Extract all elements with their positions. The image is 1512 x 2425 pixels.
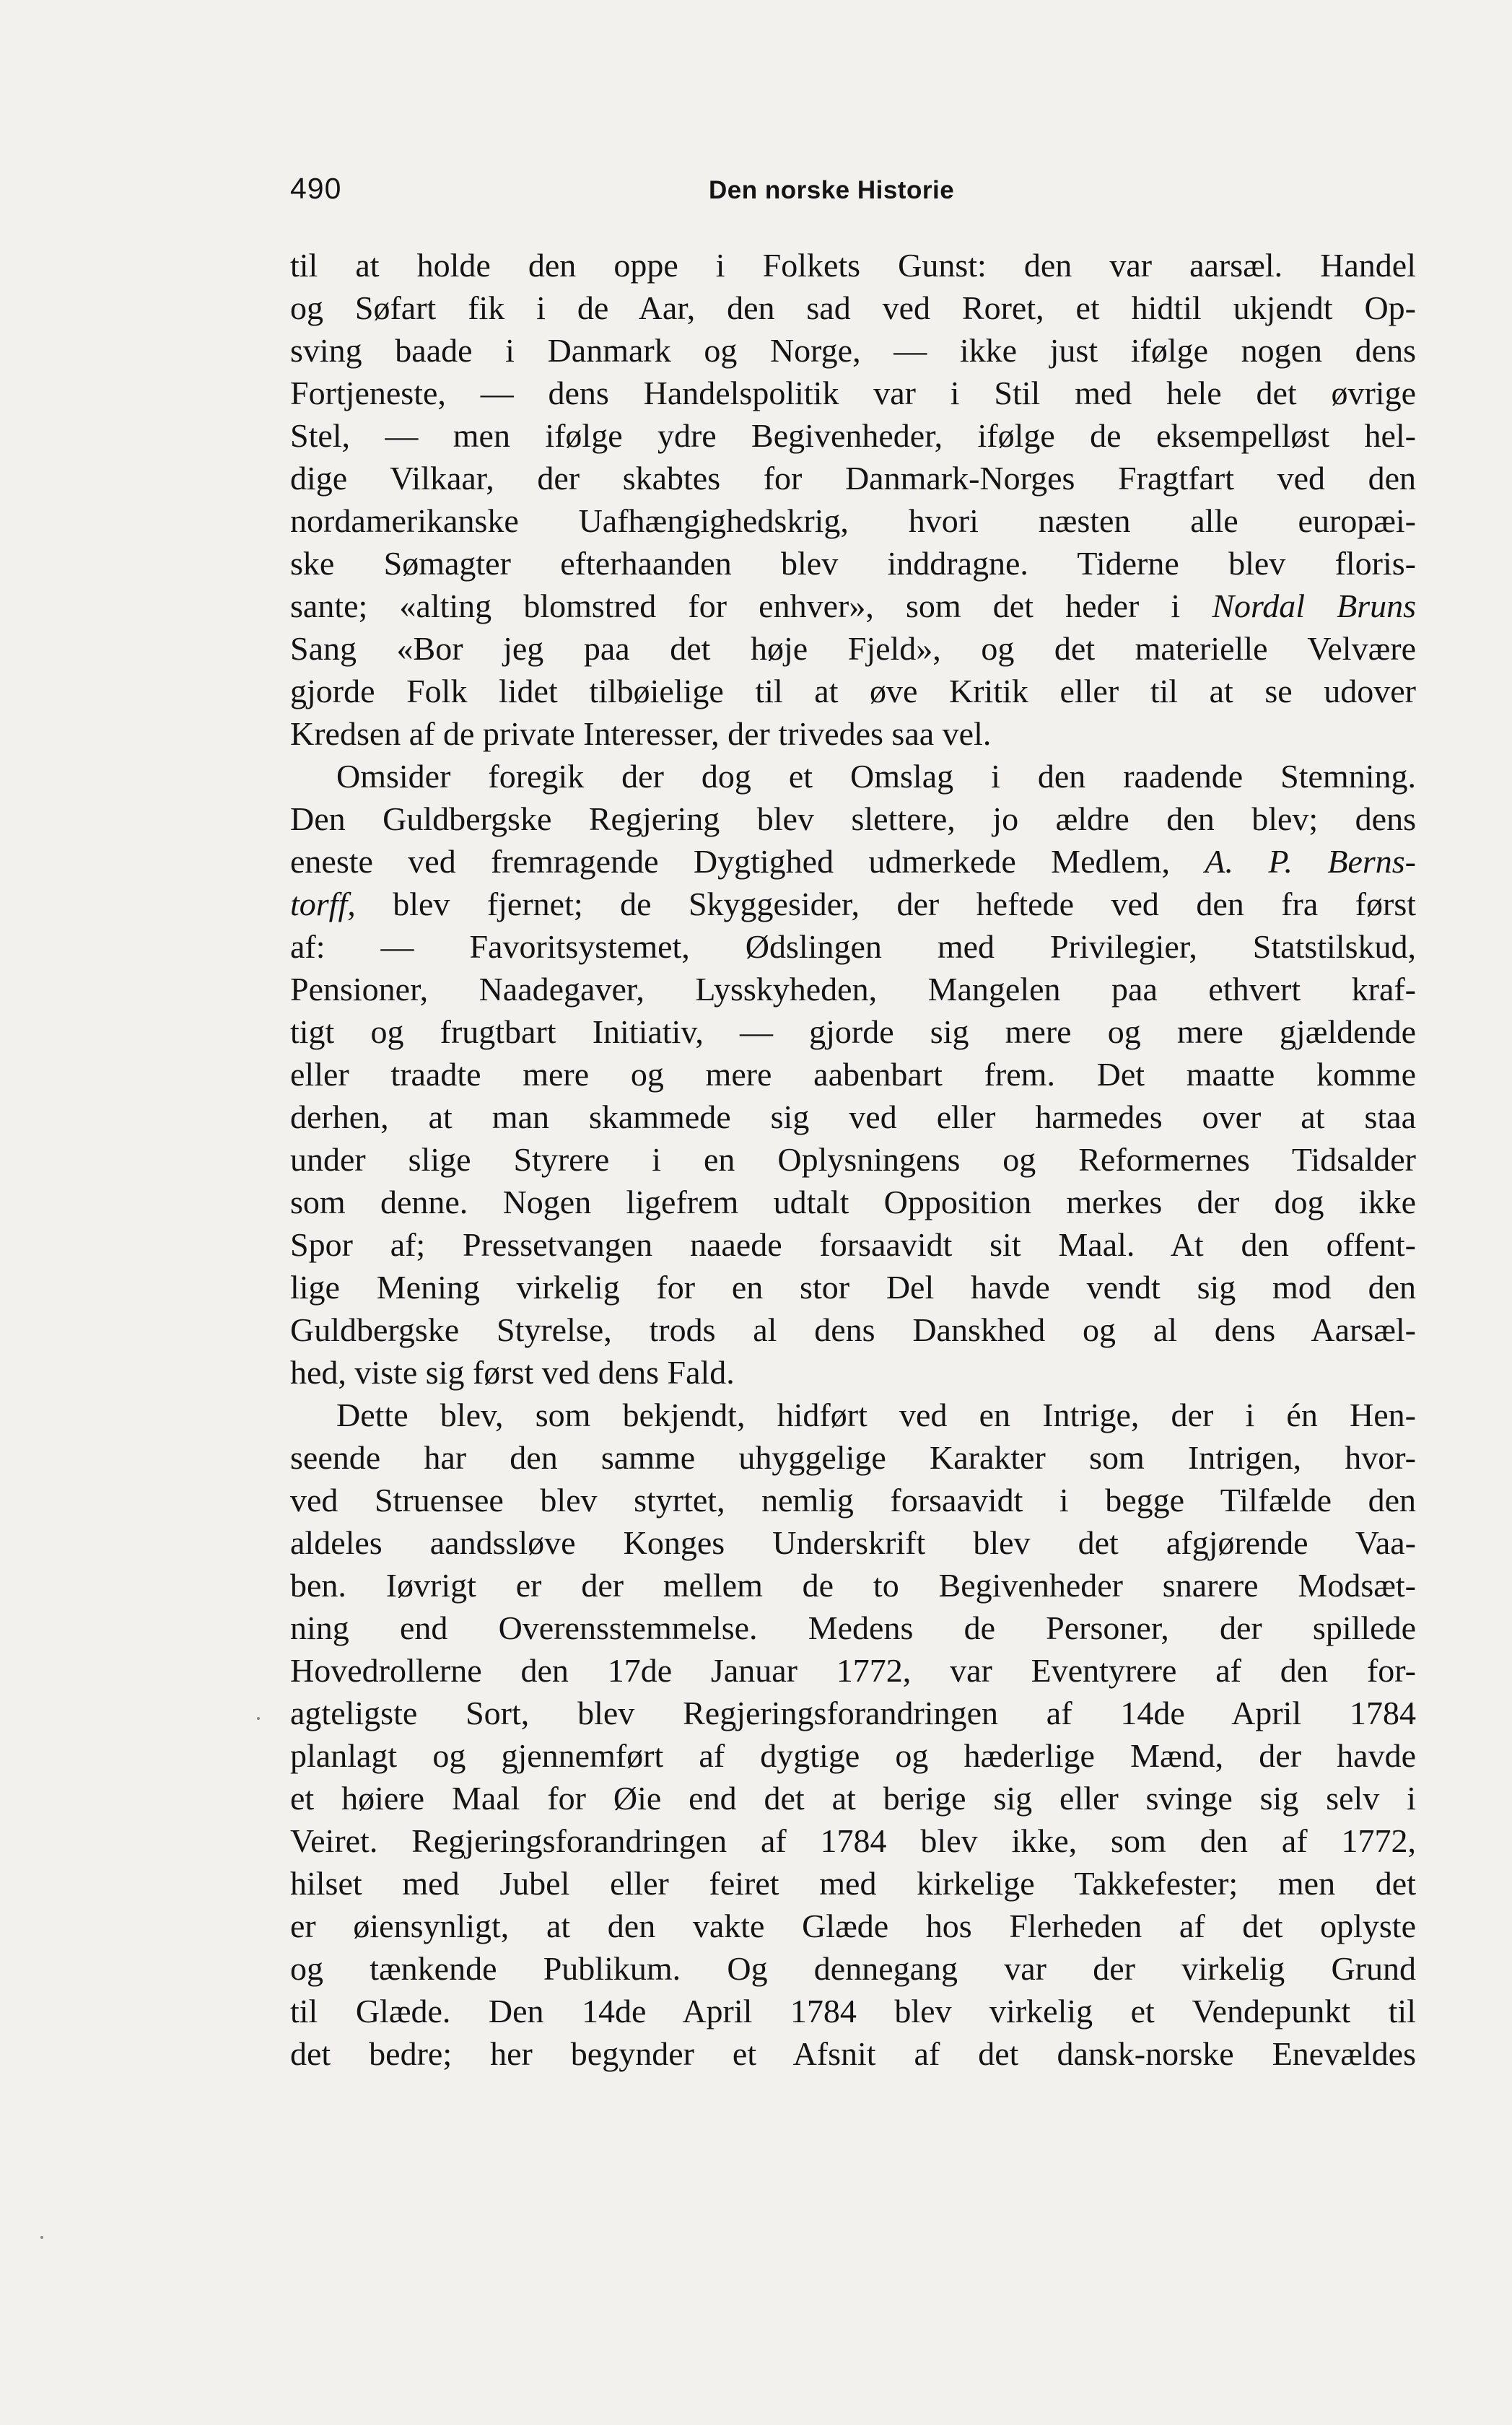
- text-line: et høiere Maal for Øie end det at berige sig eller svinge sig selv i: [290, 1780, 1416, 1817]
- text-line: derhen, at man skammede sig ved eller harmedes over at staa: [290, 1098, 1416, 1135]
- text-line: Stel, — men ifølge ydre Begivenheder, ifølge de eksempelløst hel-: [290, 417, 1416, 454]
- text-line: planlagt og gjennemført af dygtige og hæderlige Mænd, der havde: [290, 1737, 1416, 1774]
- text-line: til at holde den oppe i Folkets Gunst: den var aarsæl. Handel: [290, 247, 1416, 284]
- text-line: Dette blev, som bekjendt, hidført ved en Intrige, der i én Hen-: [336, 1397, 1416, 1433]
- text-line: aldeles aandssløve Konges Underskrift blev det afgjørende Vaa-: [290, 1524, 1416, 1561]
- text-line: hilset med Jubel eller feiret med kirkelige Takkefester; men det: [290, 1865, 1416, 1902]
- text-line: og tænkende Publikum. Og dennegang var der virkelig Grund: [290, 1950, 1416, 1987]
- italic-name: torff,: [290, 886, 356, 922]
- text-line: som denne. Nogen ligefrem udtalt Opposition merkes der dog ikke: [290, 1184, 1416, 1220]
- text-line: Den Guldbergske Regjering blev slettere, jo ældre den blev; dens: [290, 800, 1416, 837]
- text-line: agteligste Sort, blev Regjeringsforandringen af 14de April 1784: [290, 1695, 1416, 1731]
- text-line: ning end Overensstemmelse. Medens de Personer, der spillede: [290, 1609, 1416, 1646]
- text-line: Kredsen af de private Interesser, der trivedes saa vel.: [290, 715, 992, 752]
- text-line: sving baade i Danmark og Norge, — ikke just ifølge nogen dens: [290, 332, 1416, 369]
- text-line: og Søfart fik i de Aar, den sad ved Roret, et hidtil ukjendt Op-: [290, 289, 1416, 326]
- page-header: [290, 172, 1416, 215]
- text-line: det bedre; her begynder et Afsnit af det dansk-norske Enevældes: [290, 2035, 1416, 2072]
- text-line: er øiensynligt, at den vakte Glæde hos Flerheden af det oplyste: [290, 1908, 1416, 1944]
- text-run: blev fjernet; de Skyggesider, der heftede ved den fra først: [355, 886, 1416, 922]
- text-line: [290, 883, 1416, 925]
- italic-name: A. P. Berns-: [1205, 843, 1416, 880]
- text-line: nordamerikanske Uafhængighedskrig, hvori næsten alle europæi-: [290, 502, 1416, 539]
- text-line: Veiret. Regjeringsforandringen af 1784 blev ikke, som den af 1772,: [290, 1822, 1416, 1859]
- text-line: Omsider foregik der dog et Omslag i den raadende Stemning.: [336, 758, 1416, 795]
- text-line: Pensioner, Naadegaver, Lysskyheden, Mangelen paa ethvert kraf-: [290, 971, 1416, 1008]
- text-line: seende har den samme uhyggelige Karakter som Intrigen, hvor-: [290, 1439, 1416, 1476]
- paper-speck: [40, 2236, 43, 2239]
- text-line: Hovedrollerne den 17de Januar 1772, var Eventyrere af den for-: [290, 1652, 1416, 1689]
- text-line: Spor af; Pressetvangen naaede forsaavidt sit Maal. At den offent-: [290, 1226, 1416, 1263]
- text-line: ske Sømagter efterhaanden blev inddragne. Tiderne blev floris-: [290, 545, 1416, 582]
- paper-speck: [257, 1717, 260, 1720]
- running-head: Den norske Historie: [709, 176, 955, 204]
- text-line: af: — Favoritsystemet, Ødslingen med Privilegier, Statstilskud,: [290, 928, 1416, 965]
- text-line: [290, 840, 1416, 883]
- body-text: [290, 244, 1416, 2075]
- text-line: ved Struensee blev styrtet, nemlig forsaavidt i begge Tilfælde den: [290, 1482, 1416, 1519]
- text-line: [290, 585, 1416, 627]
- text-line: tigt og frugtbart Initiativ, — gjorde sig mere og mere gjældende: [290, 1013, 1416, 1050]
- text-line: eller traadte mere og mere aabenbart frem. Det maatte komme: [290, 1056, 1416, 1093]
- text-line: Sang «Bor jeg paa det høje Fjeld», og det materielle Velvære: [290, 630, 1416, 667]
- text-line: gjorde Folk lidet tilbøielige til at øve Kritik eller til at se udover: [290, 673, 1416, 709]
- text-run: eneste ved fremragende Dygtighed udmerkede Medlem,: [290, 843, 1205, 880]
- text-line: dige Vilkaar, der skabtes for Danmark-Norges Fragtfart ved den: [290, 460, 1416, 497]
- page-number: 490: [290, 172, 342, 205]
- text-line: Fortjeneste, — dens Handelspolitik var i Stil med hele det øvrige: [290, 375, 1416, 411]
- text-line: hed, viste sig først ved dens Fald.: [290, 1354, 735, 1391]
- text-line: lige Mening virkelig for en stor Del havde vendt sig mod den: [290, 1269, 1416, 1306]
- text-line: under slige Styrere i en Oplysningens og Reformernes Tidsalder: [290, 1141, 1416, 1178]
- text-line: Guldbergske Styrelse, trods al dens Danskhed og al dens Aarsæl-: [290, 1311, 1416, 1348]
- text-line: til Glæde. Den 14de April 1784 blev virkelig et Vendepunkt til: [290, 1993, 1416, 2029]
- text-run: sante; «alting blomstred for enhver», som det heder i: [290, 587, 1212, 624]
- text-line: ben. Iøvrigt er der mellem de to Begivenheder snarere Modsæt-: [290, 1567, 1416, 1604]
- italic-name: Nordal Bruns: [1212, 587, 1416, 624]
